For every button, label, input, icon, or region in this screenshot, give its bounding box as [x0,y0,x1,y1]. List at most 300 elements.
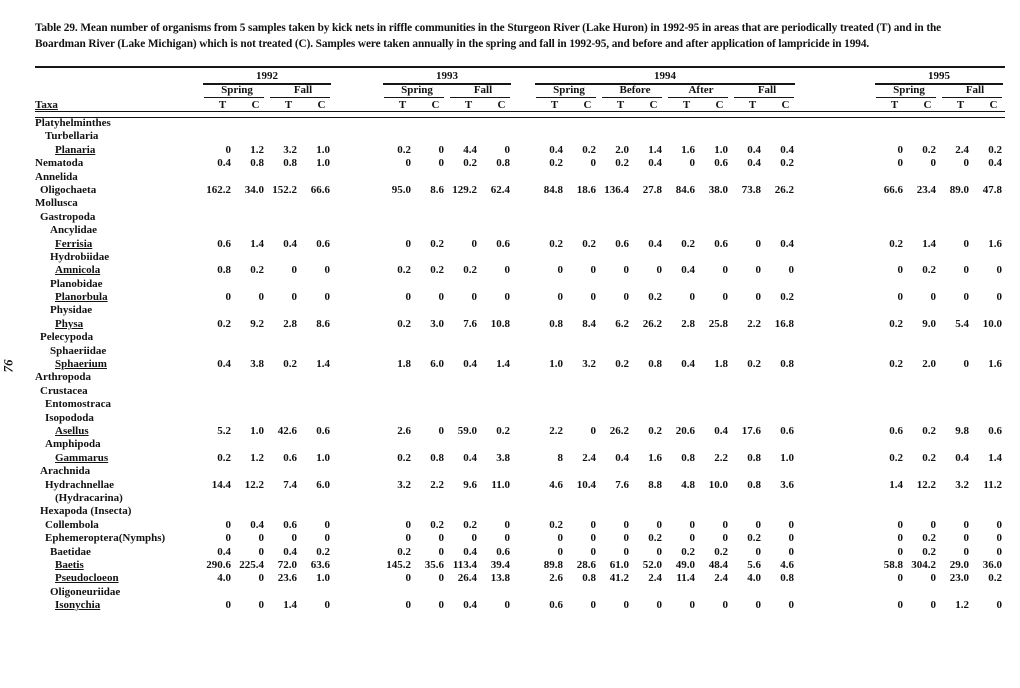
year-label: 1992 [203,70,331,85]
season-label: Fall [270,84,330,98]
value-cell: 2.6 [549,572,563,585]
value-cell: 23.6 [277,572,297,585]
site-label: T [550,99,559,111]
value-cell: 0 [438,157,444,170]
value-cell: 0.4 [463,358,477,371]
value-cell: 0 [291,264,297,277]
value-cell: 4.8 [681,478,695,491]
taxon-cell: Ephemeroptera(Nymphs) [45,532,166,545]
value-cell: 0.4 [283,237,297,250]
site-label: T [748,99,757,111]
taxon-cell: Collembola [45,518,99,531]
value-cell: 0 [590,424,596,437]
value-cell: 0.2 [648,291,662,304]
site-label: C [781,99,790,111]
value-cell: 1.4 [988,451,1002,464]
value-cell: 9.6 [463,478,477,491]
value-cell: 0.2 [549,157,563,170]
value-cell: 0 [225,599,231,612]
value-cell: 8.6 [316,317,330,330]
value-cell: 0.4 [714,424,728,437]
value-cell: 152.2 [272,183,297,196]
value-cell: 0.2 [615,157,629,170]
value-cell: 0 [897,545,903,558]
value-cell: 1.0 [316,572,330,585]
value-cell: 0 [996,532,1002,545]
value-cell: 0.6 [283,451,297,464]
value-cell: 0.4 [283,545,297,558]
value-cell: 0 [438,291,444,304]
value-cell: 4.0 [217,572,231,585]
value-cell: 0.2 [747,358,761,371]
value-cell: 0 [590,532,596,545]
value-cell: 0 [324,291,330,304]
value-cell: 10.8 [490,317,510,330]
taxa-column-header: Taxa [35,99,58,111]
value-cell: 0.6 [780,424,794,437]
value-cell: 0 [438,143,444,156]
value-cell: 225.4 [239,558,264,571]
value-cell: 0.2 [397,143,411,156]
value-cell: 0 [623,599,629,612]
taxon-cell: Isopododa [45,411,94,424]
value-cell: 58.8 [883,558,903,571]
value-cell: 1.0 [316,143,330,156]
value-cell: 1.2 [250,143,264,156]
value-cell: 0 [930,291,936,304]
value-cell: 0.2 [316,545,330,558]
value-cell: 0 [689,599,695,612]
value-cell: 0 [225,143,231,156]
taxon-cell: Pseudocloeon [55,572,119,585]
value-cell: 0 [623,518,629,531]
value-cell: 0 [438,572,444,585]
taxon-cell: Nematoda [35,157,84,170]
value-cell: 0.4 [955,451,969,464]
value-cell: 16.8 [774,317,794,330]
value-cell: 0.2 [397,451,411,464]
site-label: C [583,99,592,111]
value-cell: 0.2 [463,264,477,277]
value-cell: 1.0 [250,424,264,437]
taxon-cell: Planobidae [50,277,103,290]
value-cell: 0 [504,518,510,531]
value-cell: 26.2 [642,317,662,330]
value-cell: 0 [471,237,477,250]
value-cell: 0.2 [922,264,936,277]
value-cell: 0.6 [714,237,728,250]
value-cell: 1.0 [549,358,563,371]
value-cell: 0.6 [496,237,510,250]
value-cell: 2.2 [747,317,761,330]
value-cell: 0 [405,572,411,585]
value-cell: 0.2 [430,264,444,277]
value-cell: 1.4 [648,143,662,156]
value-cell: 145.2 [386,558,411,571]
value-cell: 0 [258,545,264,558]
value-cell: 0 [722,264,728,277]
value-cell: 0 [405,237,411,250]
value-cell: 20.6 [675,424,695,437]
value-cell: 18.6 [576,183,596,196]
site-label: C [923,99,932,111]
value-cell: 0.4 [681,264,695,277]
value-cell: 66.6 [310,183,330,196]
value-cell: 2.2 [430,478,444,491]
taxon-cell: Pelecypoda [40,331,94,344]
value-cell: 0.8 [430,451,444,464]
value-cell: 0 [963,358,969,371]
value-cell: 2.4 [955,143,969,156]
value-cell: 0 [623,532,629,545]
value-cell: 0 [623,264,629,277]
value-cell: 3.8 [250,358,264,371]
value-cell: 0 [722,518,728,531]
value-cell: 38.0 [708,183,728,196]
value-cell: 0 [656,545,662,558]
value-cell: 0.2 [889,317,903,330]
value-cell: 2.2 [714,451,728,464]
value-cell: 0 [405,518,411,531]
value-cell: 4.6 [549,478,563,491]
value-cell: 1.2 [250,451,264,464]
value-cell: 0.4 [549,143,563,156]
value-cell: 0.4 [648,237,662,250]
value-cell: 0 [788,545,794,558]
value-cell: 0 [963,157,969,170]
value-cell: 129.2 [452,183,477,196]
value-cell: 0 [897,291,903,304]
value-cell: 0 [656,264,662,277]
value-cell: 84.6 [675,183,695,196]
value-cell: 3.0 [430,317,444,330]
taxon-cell: Turbellaria [45,130,99,143]
value-cell: 0.2 [922,532,936,545]
value-cell: 0 [963,291,969,304]
value-cell: 113.4 [452,558,477,571]
value-cell: 2.4 [714,572,728,585]
value-cell: 0 [722,532,728,545]
season-label: Spring [204,84,264,98]
value-cell: 0 [590,599,596,612]
value-cell: 1.6 [681,143,695,156]
value-cell: 0.4 [988,157,1002,170]
value-cell: 0.2 [283,358,297,371]
value-cell: 0.8 [747,478,761,491]
value-cell: 0.2 [463,157,477,170]
value-cell: 3.2 [955,478,969,491]
value-cell: 11.2 [983,478,1002,491]
value-cell: 10.0 [982,317,1002,330]
taxon-cell: Annelida [35,170,78,183]
value-cell: 1.6 [988,237,1002,250]
value-cell: 0.6 [496,545,510,558]
site-label: T [464,99,473,111]
value-cell: 1.0 [316,451,330,464]
taxon-cell: Planaria [55,143,96,156]
value-cell: 0.2 [397,317,411,330]
value-cell: 8.4 [582,317,596,330]
value-cell: 0.2 [648,424,662,437]
value-cell: 0.2 [397,264,411,277]
value-cell: 3.2 [397,478,411,491]
taxon-cell: Mollusca [35,197,78,210]
value-cell: 0 [897,532,903,545]
value-cell: 0.2 [496,424,510,437]
value-cell: 0.2 [582,143,596,156]
value-cell: 0 [557,545,563,558]
table-caption [35,21,1007,52]
value-cell: 162.2 [206,183,231,196]
value-cell: 0 [755,545,761,558]
value-cell: 28.6 [576,558,596,571]
value-cell: 304.2 [911,558,936,571]
value-cell: 0 [897,143,903,156]
value-cell: 10.4 [576,478,596,491]
value-cell: 5.6 [747,558,761,571]
value-cell: 0 [405,599,411,612]
site-label: T [682,99,691,111]
value-cell: 0 [996,264,1002,277]
value-cell: 0 [788,264,794,277]
season-label: Fall [734,84,794,98]
value-cell: 89.8 [543,558,563,571]
value-cell: 41.2 [609,572,629,585]
value-cell: 0.8 [582,572,596,585]
value-cell: 11.4 [676,572,695,585]
value-cell: 7.4 [283,478,297,491]
value-cell: 95.0 [391,183,411,196]
value-cell: 0.2 [780,291,794,304]
value-cell: 26.2 [609,424,629,437]
value-cell: 1.6 [988,358,1002,371]
taxon-cell: Physidae [50,304,93,317]
value-cell: 0 [557,291,563,304]
value-cell: 14.4 [211,478,231,491]
value-cell: 290.6 [206,558,231,571]
value-cell: 0 [225,518,231,531]
value-cell: 0 [623,545,629,558]
site-label: T [956,99,965,111]
value-cell: 136.4 [604,183,629,196]
caption-line-2: Boardman River (Lake Michigan) which is not treated (C). Samples were taken annually in the spring and fall in 1992-95, and before and after application of lampricide in 1994. [35,37,870,50]
season-label: Spring [876,84,936,98]
value-cell: 0.4 [615,451,629,464]
year-label: 1995 [875,70,1003,85]
value-cell: 8.6 [430,183,444,196]
value-cell: 0 [504,143,510,156]
taxon-cell: Gastropoda [40,210,96,223]
value-cell: 11.0 [491,478,510,491]
value-cell: 7.6 [463,317,477,330]
value-cell: 0 [557,264,563,277]
value-cell: 0.4 [463,451,477,464]
value-cell: 0 [996,599,1002,612]
value-cell: 0 [557,532,563,545]
value-cell: 0 [324,532,330,545]
value-cell: 0 [438,545,444,558]
value-cell: 8.8 [648,478,662,491]
value-cell: 0 [590,157,596,170]
value-cell: 0 [897,599,903,612]
value-cell: 0.6 [889,424,903,437]
value-cell: 0.8 [217,264,231,277]
value-cell: 0 [689,291,695,304]
value-cell: 0.8 [780,572,794,585]
value-cell: 0.2 [615,358,629,371]
value-cell: 2.8 [283,317,297,330]
value-cell: 0 [438,532,444,545]
value-cell: 0 [590,545,596,558]
taxon-cell: Ancylidae [50,224,98,237]
value-cell: 0.4 [463,545,477,558]
season-label: Fall [942,84,1002,98]
value-cell: 42.6 [277,424,297,437]
value-cell: 23.4 [916,183,936,196]
value-cell: 0.4 [681,358,695,371]
taxon-cell: Isonychia [55,599,101,612]
value-cell: 13.8 [490,572,510,585]
value-cell: 9.0 [922,317,936,330]
value-cell: 26.2 [774,183,794,196]
value-cell: 0.8 [648,358,662,371]
value-cell: 0.2 [889,358,903,371]
value-cell: 0.8 [496,157,510,170]
organisms-table [35,66,1005,612]
value-cell: 8 [557,451,563,464]
value-cell: 1.0 [780,451,794,464]
value-cell: 0.4 [463,599,477,612]
value-cell: 2.2 [549,424,563,437]
value-cell: 2.4 [582,451,596,464]
value-cell: 25.8 [708,317,728,330]
value-cell: 0 [788,532,794,545]
value-cell: 9.8 [955,424,969,437]
value-cell: 3.2 [582,358,596,371]
value-cell: 0.4 [250,518,264,531]
taxon-cell: Hexapoda (Insecta) [40,505,132,518]
taxon-cell: Platyhelminthes [35,117,111,129]
site-label: T [284,99,293,111]
value-cell: 0.8 [780,358,794,371]
value-cell: 0 [504,291,510,304]
value-cell: 0 [471,532,477,545]
value-cell: 0 [405,291,411,304]
value-cell: 0 [504,532,510,545]
value-cell: 0 [656,599,662,612]
value-cell: 1.4 [316,358,330,371]
value-cell: 49.0 [675,558,695,571]
value-cell: 1.4 [889,478,903,491]
site-label: T [890,99,899,111]
value-cell: 0 [755,237,761,250]
taxon-cell: (Hydracarina) [55,491,123,504]
value-cell: 1.8 [714,358,728,371]
value-cell: 52.0 [642,558,662,571]
site-label: T [616,99,625,111]
value-cell: 1.0 [316,157,330,170]
site-label: T [218,99,227,111]
value-cell: 0 [930,518,936,531]
value-cell: 0.4 [780,237,794,250]
value-cell: 0.6 [549,599,563,612]
value-cell: 0 [623,291,629,304]
value-cell: 0 [722,291,728,304]
value-cell: 61.0 [609,558,629,571]
value-cell: 0.2 [922,424,936,437]
site-label: C [989,99,998,111]
page-number: 76 [0,359,16,373]
value-cell: 0 [324,599,330,612]
value-cell: 0.6 [615,237,629,250]
value-cell: 0.2 [714,545,728,558]
value-cell: 0.4 [217,358,231,371]
value-cell: 0.2 [988,572,1002,585]
taxon-cell: Arthropoda [35,371,92,384]
taxon-cell: Planorbula [55,291,108,304]
taxon-cell: Entomostraca [45,398,111,411]
value-cell: 66.6 [883,183,903,196]
site-label: C [317,99,326,111]
value-cell: 0.4 [780,143,794,156]
season-label: Fall [450,84,510,98]
value-cell: 0 [755,599,761,612]
value-cell: 0 [471,291,477,304]
value-cell: 39.4 [490,558,510,571]
value-cell: 0 [963,545,969,558]
value-cell: 59.0 [457,424,477,437]
value-cell: 0 [258,291,264,304]
value-cell: 0 [963,518,969,531]
value-cell: 0.2 [922,143,936,156]
taxon-cell: Amnicola [55,264,101,277]
value-cell: 0 [689,532,695,545]
value-cell: 36.0 [982,558,1002,571]
value-cell: 0.2 [430,518,444,531]
value-cell: 0 [225,532,231,545]
value-cell: 0 [324,264,330,277]
value-cell: 27.8 [642,183,662,196]
value-cell: 0.6 [714,157,728,170]
value-cell: 12.2 [916,478,936,491]
taxon-cell: Gammarus [55,451,109,464]
value-cell: 0 [438,599,444,612]
value-cell: 89.0 [949,183,969,196]
value-cell: 0 [590,264,596,277]
value-cell: 5.2 [217,424,231,437]
value-cell: 35.6 [424,558,444,571]
value-cell: 26.4 [457,572,477,585]
value-cell: 0.6 [217,237,231,250]
value-cell: 0 [324,518,330,531]
value-cell: 10.0 [708,478,728,491]
value-cell: 1.2 [955,599,969,612]
value-cell: 1.6 [648,451,662,464]
value-cell: 0.8 [549,317,563,330]
value-cell: 0 [897,572,903,585]
taxon-cell: Baetis [55,558,84,571]
value-cell: 72.0 [277,558,297,571]
value-cell: 6.2 [615,317,629,330]
year-label: 1993 [383,70,511,85]
site-label: C [649,99,658,111]
caption-line-1: Table 29. Mean number of organisms from 5 samples taken by kick nets in riffle communities in the Sturgeon River (Lake Huron) in 1992-95 in areas that are periodically treated (T) and in the [35,22,942,35]
value-cell: 0.2 [922,451,936,464]
value-cell: 0 [504,264,510,277]
value-cell: 0.4 [217,545,231,558]
value-cell: 1.4 [496,358,510,371]
value-cell: 0 [996,291,1002,304]
